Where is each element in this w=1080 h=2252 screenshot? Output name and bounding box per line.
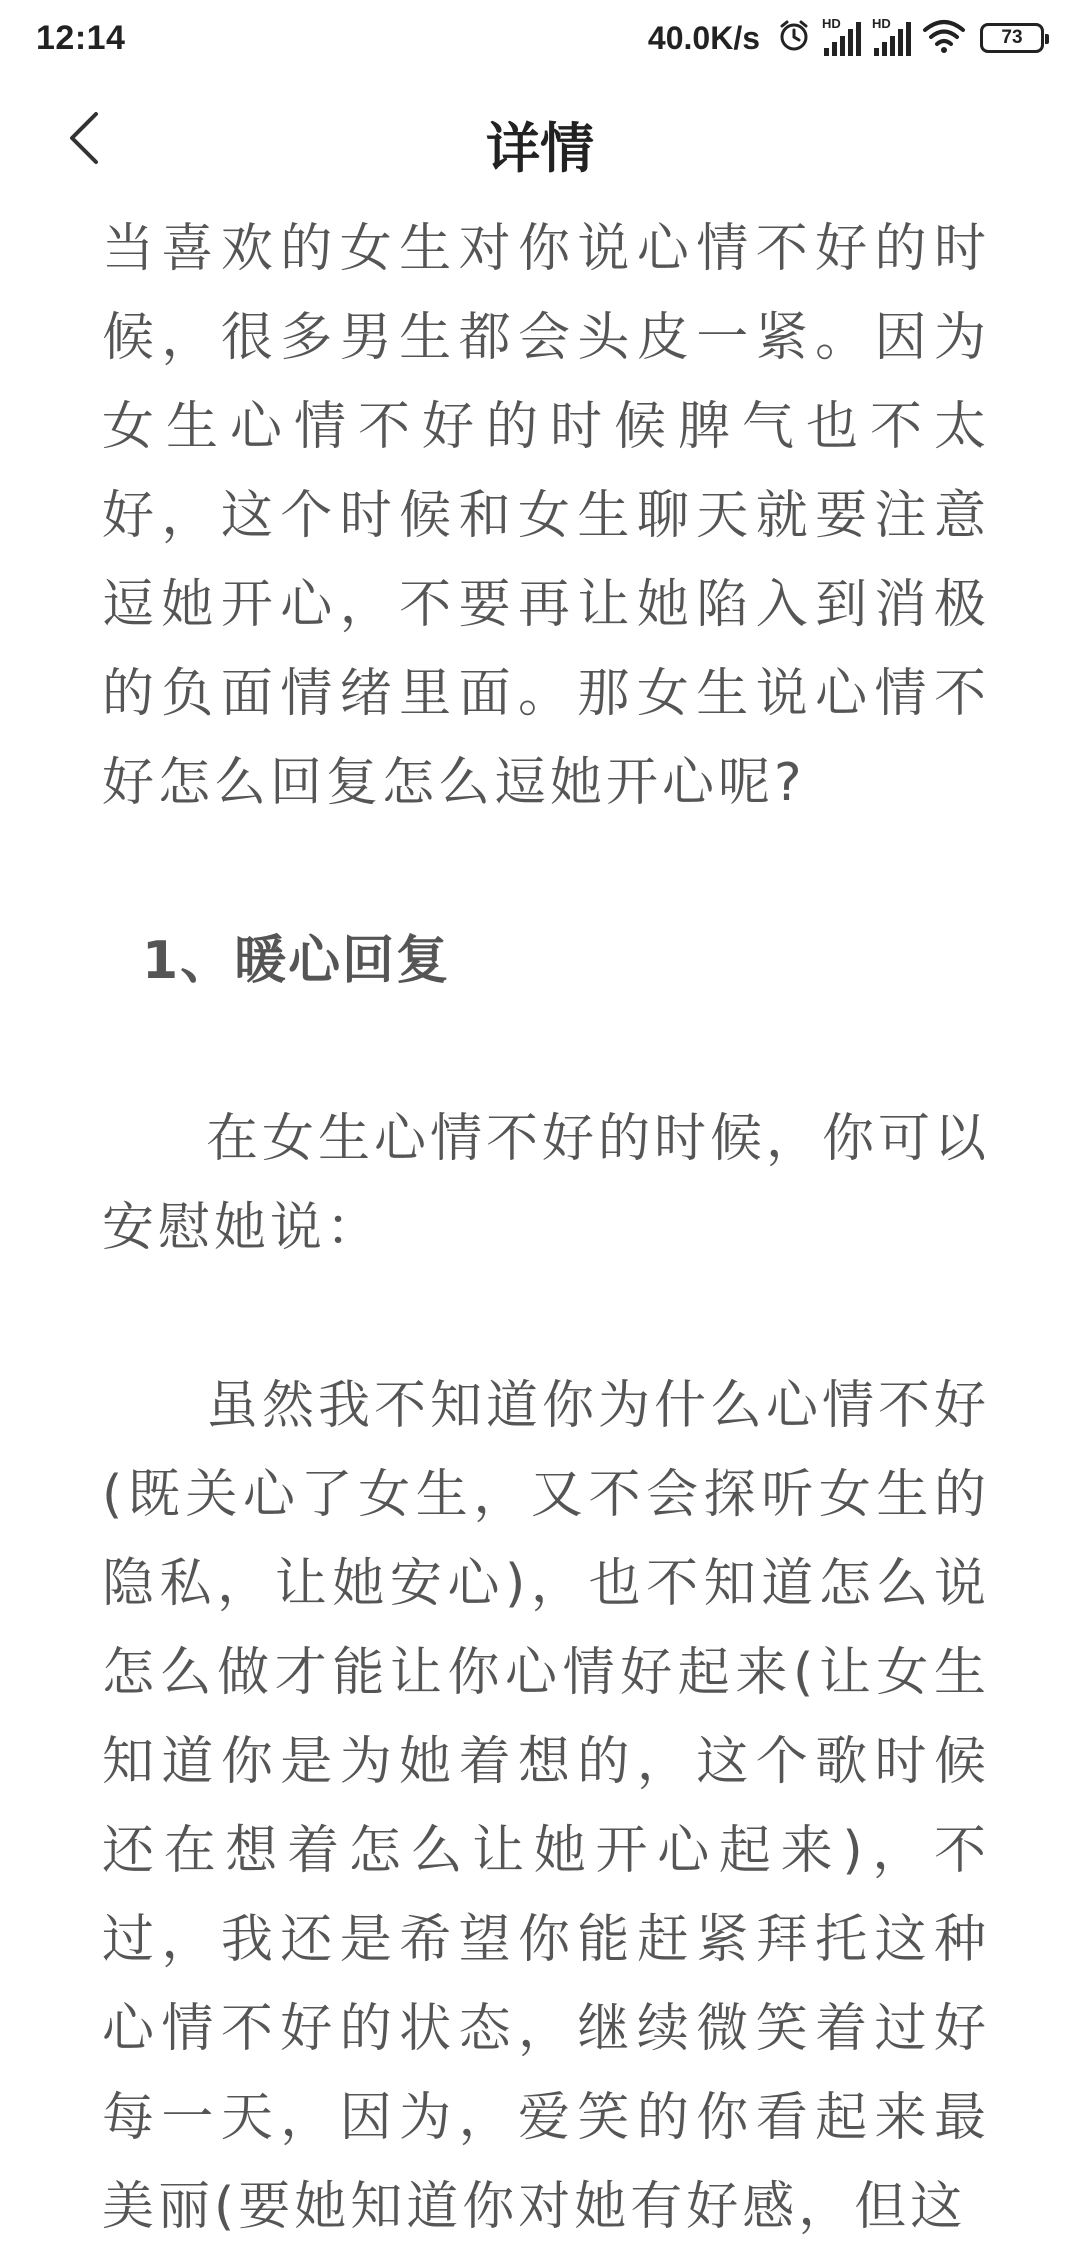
battery-icon: [980, 23, 1044, 53]
signal-hd-icon: [872, 18, 912, 58]
status-bar: [0, 0, 1080, 76]
status-time: 12:14: [36, 18, 126, 57]
hd-label: HD: [872, 16, 891, 31]
header: [0, 76, 1080, 206]
article-intro: 当喜欢的女生对你说心情不好的时候，很多男生都会头皮一紧。因为女生心情不好的时候脾气也不太好，这个时候和女生聊天就要注意逗她开心，不要再让她陷入到消极的负面情绪里面。那女生说心情不好怎么回复怎么逗她开心呢?: [102, 219, 990, 813]
page-title: 详情: [486, 117, 594, 180]
wifi-icon: [922, 18, 966, 58]
section-heading: 1、暖心回复: [142, 931, 451, 991]
status-icons: [648, 18, 1044, 58]
article-paragraph: 在女生心情不好的时候，你可以安慰她说：: [102, 1109, 991, 1258]
battery-level: 73: [1001, 27, 1023, 48]
alarm-icon: [776, 18, 812, 58]
article-body: [102, 205, 990, 2252]
signal-hd-icon: [822, 18, 862, 58]
hd-label: HD: [822, 16, 841, 31]
network-speed: 40.0K/s: [647, 19, 760, 56]
article-paragraph: 虽然我不知道你为什么心情不好(既关心了女生，又不会探听女生的隐私，让她安心)，也不知道怎么说怎么做才能让你心情好起来(让女生知道你是为她着想的，这个歌时候还在想着怎么让她开心起来)，不过，我还是希望你能赶紧拜托这种心情不好的状态，继续微笑着过好每一天，因为，爱笑的你看起来最美丽(要她知道你对她有好感，但这: [102, 1376, 991, 2237]
